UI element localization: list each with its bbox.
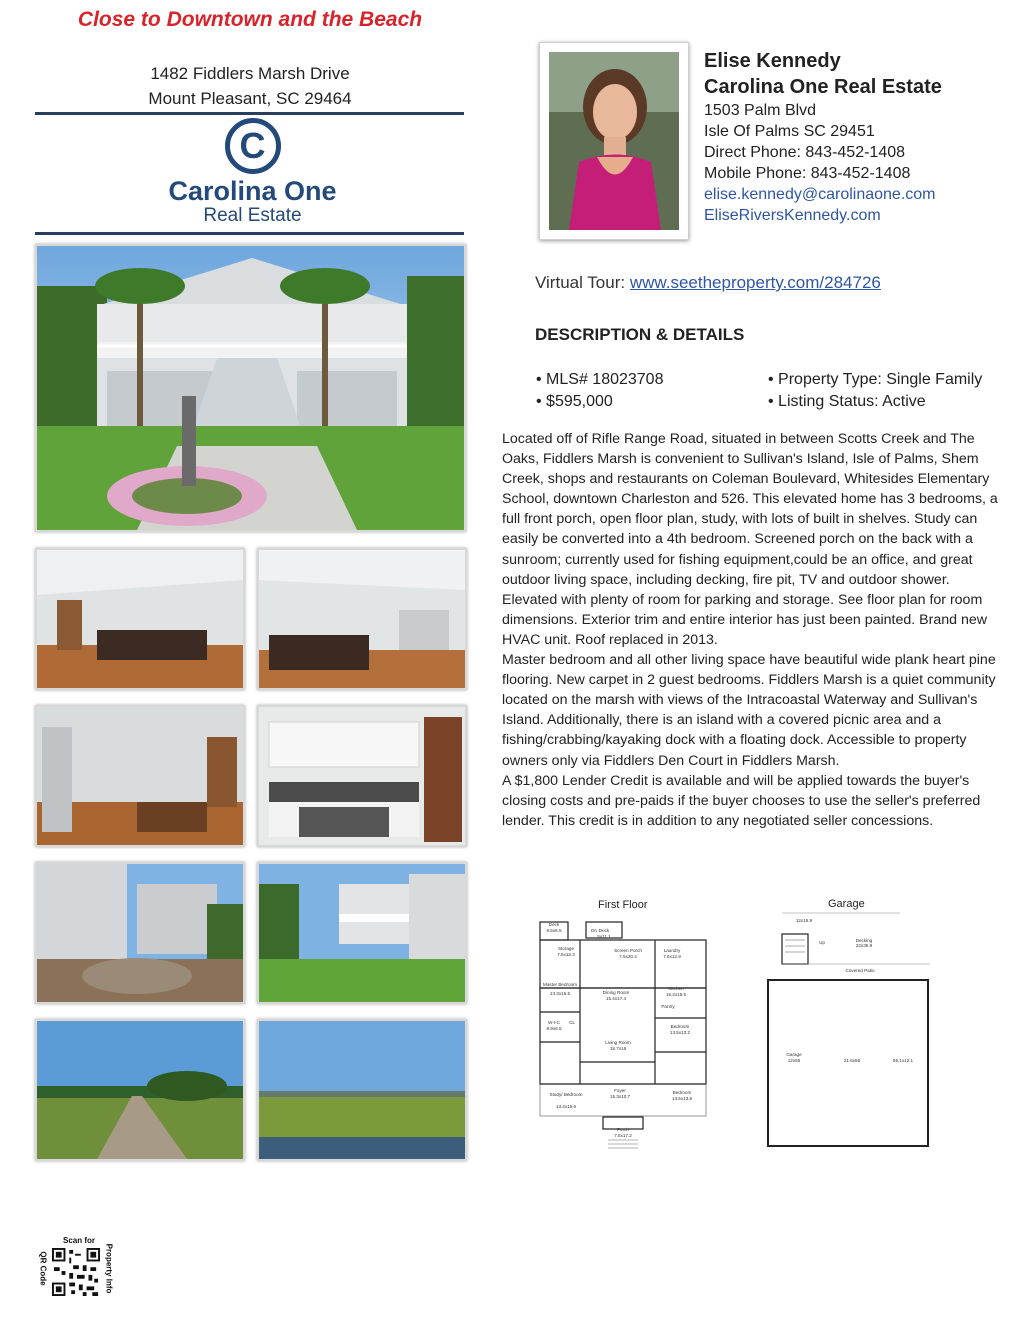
garage-decking: Decking <box>855 938 873 943</box>
fp-kitchen-dim: 16.2x15.5 <box>665 992 687 997</box>
fp-pantry: Pantry <box>661 1004 675 1009</box>
logo-name: Carolina One <box>168 176 337 206</box>
virtual-tour-label: Virtual Tour: <box>535 273 626 292</box>
svg-text:7.5x13.3 <box>557 952 575 957</box>
qr-code-icon[interactable] <box>52 1248 100 1296</box>
virtual-tour-link[interactable]: www.seetheproperty.com/284726 <box>629 273 881 292</box>
svg-text:8.9x6.5 <box>546 1026 562 1031</box>
detail-mls-text: MLS# 18023708 <box>546 371 664 388</box>
fp-wic: W-I-C <box>548 1020 560 1025</box>
fp-bed2: Bedroom <box>670 1024 690 1029</box>
svg-text:Study/ Bedroom <box>550 1092 583 1097</box>
detail-price-text: $595,000 <box>546 393 613 410</box>
fp-dining-dim: 15.4x17.4 <box>605 996 627 1001</box>
fp-porch: Porch <box>616 1127 630 1132</box>
description-paragraph-2: Master bedroom and all other living space have beautiful wide plank heart pine flooring. New carpet in 2 guest bedrooms. Fiddlers Marsh is a quiet community located on the marsh with views of the Intracoastal Waterway and Sullivan's Island. Additionally, there is an island with a covered picnic area and a fishing/crabbing/kayaking dock with a floating dock. Accessible to property owners only via Fiddlers Den Court in Fiddlers Marsh. <box>502 652 996 769</box>
svg-text:Dn <box>591 928 597 933</box>
svg-text:Pantry <box>661 1004 675 1009</box>
svg-text:13.5x13.9 <box>672 1096 693 1101</box>
fp-wic-dim: 8.9x6.5 <box>546 1026 562 1031</box>
agent-website-link[interactable]: EliseRiversKennedy.com <box>704 207 881 224</box>
marsh-dock-photo[interactable] <box>35 1019 245 1161</box>
fp-screen: Screen Porch <box>614 948 642 953</box>
description-paragraph-3: A $1,800 Lender Credit is available and will be applied towards the buyer's closing costs and pre-paids if the buyer chooses to use the seller's preferred lender. This credit is in addition to any negotiated seller concessions. <box>502 772 981 829</box>
detail-type-text: Property Type: Single Family <box>778 371 983 388</box>
divider-top <box>35 112 464 115</box>
svg-text:W-I-C <box>548 1020 561 1025</box>
fp-storage: Storage <box>557 946 575 951</box>
detail-status-text: Listing Status: Active <box>778 393 926 410</box>
svg-text:12x55 <box>788 1058 801 1063</box>
fp-deck2-dim: 5x11.1 <box>597 934 611 939</box>
fp-deck1-dim: 8.5x6.5 <box>546 928 562 933</box>
svg-text:13.3x15.5 <box>550 991 571 996</box>
back-deck-photo[interactable] <box>35 862 245 1004</box>
agent-city: Isle Of Palms SC 29451 <box>704 123 875 140</box>
svg-text:Screen Porch <box>614 948 642 953</box>
fp-deck1: Deck <box>548 922 560 927</box>
fp-storage-dim: 7.5x13.3 <box>557 952 575 957</box>
fp-foyer-dim: 15.3x10.7 <box>609 1094 631 1099</box>
svg-text:13.5x13.2 <box>670 1030 691 1035</box>
garage-dim: 12x55 <box>787 1058 801 1063</box>
company-logo <box>160 118 345 228</box>
agent-company: Carolina One Real Estate <box>704 76 942 98</box>
fp-cl: CL <box>569 1020 575 1025</box>
kitchen-photo[interactable] <box>257 705 467 847</box>
garage-floor-plan[interactable] <box>760 910 940 1150</box>
fp-living: Living Room <box>605 1040 631 1045</box>
virtual-tour <box>535 273 881 293</box>
agent-street: 1503 Palm Blvd <box>704 102 817 119</box>
address-line-1: 1482 Fiddlers Marsh Drive <box>150 64 350 83</box>
property-description <box>502 429 1007 831</box>
logo-mark: C <box>225 118 281 174</box>
fp-deck2: Deck <box>598 928 610 933</box>
svg-text:22x35.9 <box>856 943 873 948</box>
fp-bed3: Bedroom <box>672 1090 692 1095</box>
svg-text:15.3x10.7 <box>610 1094 631 1099</box>
svg-text:Foyer <box>614 1088 626 1093</box>
svg-text:19.7x16 <box>610 1046 627 1051</box>
agent-email-link[interactable]: elise.kennedy@carolinaone.com <box>704 186 936 203</box>
garage-dim-a: 21.6x55 <box>843 1058 861 1063</box>
svg-text:8.5x6.5 <box>546 928 562 933</box>
qr-label-left: QR Code <box>38 1251 48 1286</box>
qr-label-top: Scan for <box>63 1236 96 1245</box>
fp-study-dim: 13.4x15.6 <box>555 1104 577 1109</box>
svg-text:Kitchen <box>668 986 684 991</box>
detail-status: • Listing Status: Active <box>768 393 926 410</box>
address-line-2: Mount Pleasant, SC 29464 <box>148 89 352 108</box>
fp-screen-dim: 7.5x20.4 <box>619 954 637 959</box>
house-exterior-photo[interactable] <box>35 244 466 532</box>
svg-text:Laundry <box>664 948 681 953</box>
svg-text:7.5x17.2 <box>614 1133 632 1138</box>
fp-master-dim: 13.3x15.5 <box>549 991 571 996</box>
logo-subtitle: Real Estate <box>203 205 302 226</box>
fp-living-dim: 19.7x16 <box>609 1046 627 1051</box>
qr-label-right: Property Info <box>104 1243 114 1294</box>
agent-photo-frame <box>539 42 689 240</box>
fp-bed3-dim: 13.5x13.9 <box>671 1096 693 1101</box>
garage-label: Garage <box>786 1052 802 1057</box>
svg-text:7.5x20.4 <box>619 954 637 959</box>
garage-up: Up <box>819 940 825 945</box>
garage-decking-dim: 22x35.9 <box>855 943 873 948</box>
agent-photo <box>549 52 679 230</box>
page-tagline: Close to Downtown and the Beach <box>77 8 423 31</box>
svg-text:CL <box>569 1020 575 1025</box>
svg-text:Deck <box>599 928 610 933</box>
first-floor-title: First Floor <box>598 899 648 911</box>
fp-foyer: Foyer <box>614 1088 626 1093</box>
fp-porch-dim: 7.5x17.2 <box>614 1133 632 1138</box>
qr-code-area <box>38 1236 114 1308</box>
svg-text:Covered Patio <box>845 968 875 973</box>
fp-laundry-dim: 7.6x12.9 <box>663 954 681 959</box>
garage-plan-title: Garage <box>828 898 865 910</box>
svg-text:5x11.1 <box>597 934 611 939</box>
agent-direct-phone: Direct Phone: 843-452-1408 <box>704 144 906 161</box>
svg-text:Porch <box>617 1127 629 1132</box>
fp-bed2-dim: 13.5x13.2 <box>669 1030 691 1035</box>
svg-text:Bedroom <box>673 1090 692 1095</box>
svg-text:Bedroom <box>671 1024 690 1029</box>
fp-laundry: Laundry <box>663 948 681 953</box>
svg-text:55.1x12.1 <box>893 1058 914 1063</box>
detail-type: • Property Type: Single Family <box>768 371 983 388</box>
living-room-photo-2[interactable] <box>257 548 467 690</box>
svg-text:13.4x15.6 <box>556 1104 577 1109</box>
svg-text:Deck <box>549 922 560 927</box>
agent-name: Elise Kennedy <box>704 50 841 72</box>
fp-dining: Dining Room <box>602 990 630 995</box>
detail-price: • $595,000 <box>536 393 613 410</box>
first-floor-plan[interactable] <box>528 912 718 1162</box>
svg-text:Living Room <box>605 1040 631 1045</box>
svg-text:Garage <box>786 1052 802 1057</box>
rear-exterior-photo[interactable] <box>257 862 467 1004</box>
dining-room-photo[interactable] <box>35 705 245 847</box>
garage-dim-b: 55.1x12.1 <box>892 1058 914 1063</box>
agent-contact <box>704 48 1014 226</box>
fp-dn: Dn <box>591 928 597 933</box>
detail-mls: • MLS# 18023708 <box>536 371 664 388</box>
fp-study: Study/ Bedroom <box>549 1092 583 1097</box>
svg-text:7.6x12.9 <box>663 954 681 959</box>
garage-top-dim: 12x16.9 <box>795 918 813 923</box>
description-paragraph-1: Located off of Rifle Range Road, situated in between Scotts Creek and The Oaks, Fiddlers Marsh is convenient to Sullivan's Island, Isle of Palms, Shem Creek, shops and restaurants on Coleman Boulevard, Whitesides Elementary School, downtown Charleston and 526. This elevated home has 3 bedrooms, a full front porch, open floor plan, study, with lots of built in shelves. Study can easily be converted into a 4th bedroom. Screened porch on the back with a sunroom; currently used for fishing equipment,could be an office, and great outdoor living space, including decking, fire pit, TV and outdoor shower. Elevated with plenty of room for parking and storage. See floor plan for room dimensions. Exterior trim and entire interior has just been painted. Brand new HVAC unit. Roof replaced in 2013. <box>502 431 998 648</box>
svg-text:Storage <box>558 946 575 951</box>
svg-text:21.6x55 <box>844 1058 861 1063</box>
fp-master: Master Bedroom <box>543 982 577 987</box>
agent-mobile-phone: Mobile Phone: 843-452-1408 <box>704 165 911 182</box>
fp-kitchen: Kitchen <box>668 986 684 991</box>
svg-text:15.4x17.4 <box>606 996 627 1001</box>
svg-text:Dining Room <box>603 990 630 995</box>
details-heading: DESCRIPTION & DETAILS <box>535 325 745 344</box>
living-room-photo-1[interactable] <box>35 548 245 690</box>
svg-text:12x16.9 <box>796 918 813 923</box>
marsh-view-photo[interactable] <box>257 1019 467 1161</box>
garage-patio: Covered Patio <box>845 968 875 973</box>
svg-text:Up <box>819 940 825 945</box>
svg-text:16.2x15.5 <box>666 992 687 997</box>
divider-bottom <box>35 232 464 235</box>
svg-text:Master Bedroom <box>543 982 577 987</box>
